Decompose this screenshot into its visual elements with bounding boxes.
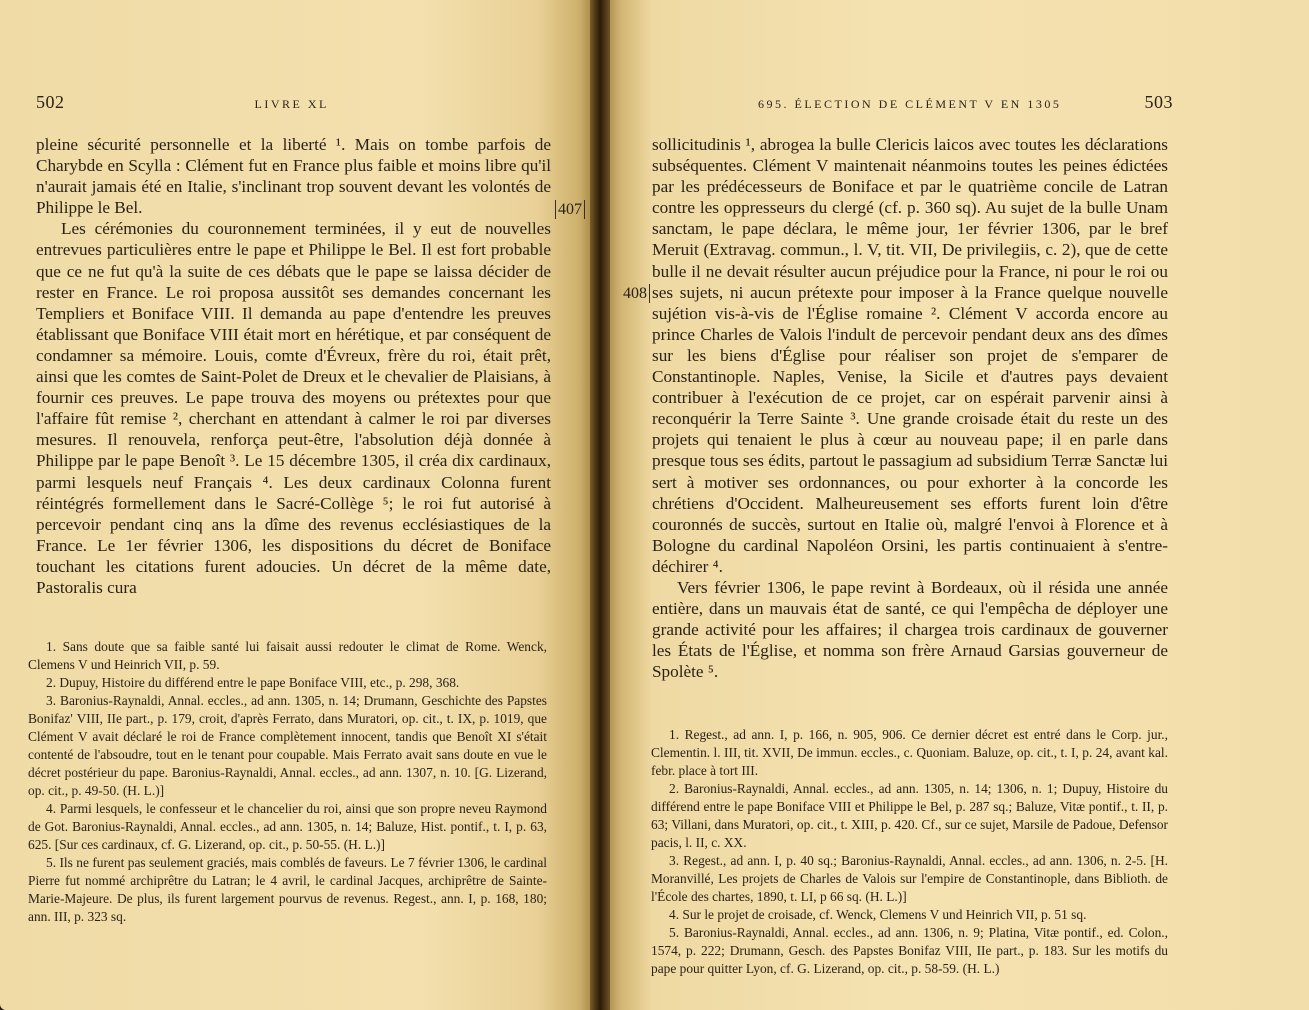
paragraph: Les cérémonies du couronnement terminées, il y eut de nouvelles entrevues particulières entre le pape et Philippe le Bel. Il est fort probable que ce ne fut qu'à la suite de ces débats que le pape se laissa décider de rester en France. Le roi proposa aussitôt ses demandes concernant les Templiers et Boniface VIII. Il demanda au pape d'entendre les preuves établissant que Boniface VIII était mort en hérétique, et par conséquent de condamner sa mémoire. Louis, comte d'Évreux, frère du roi, était prêt, ainsi que les comtes de Saint-Polet de Dreux et le chevalier de Plaisians, à fournir ces preuves. Le pape trouva des moyens ou prétextes pour que l'affaire fût remise ², cherchant en attendant à calmer le roi par diverses mesures. Il renouvela, renforça peut-être, l'absolution déjà donnée à Philippe par le pape Benoît ³. Le 15 décembre 1305, il créa dix cardinaux, parmi lesquels neuf Français ⁴. Les deux cardinaux Colonna furent réintégrés formellement dans le Sacré-Collège ⁵; le roi fut autorisé à percevoir pendant cinq ans la dîme des revenus ecclésiastiques de la France. Le 1er février 1306, les dispositions du décret de Boniface touchant les citations furent adoucies. Un décret de la même date, Pastoralis cura xyxy=(36,219,551,597)
footnote: 2. Baronius-Raynaldi, Annal. eccles., ad ann. 1305, n. 14; 1306, n. 1; Dupuy, Histoire du différend entre le pape Boniface VIII et Philippe le Bel, p. 287 sq.; Baluze, Vitæ pontif., t. II, p. 63; Villani, dans Muratori, op. cit., t. XIII, p. 420. Cf., sur ce sujet, Marsile de Padoue, Defensor pacis, l. II, c. XX. xyxy=(651,781,1168,850)
footnote: 1. Regest., ad ann. I, p. 166, n. 905, 906. Ce dernier décret est entré dans le Corp. jur., Clementin. l. III, tit. XVII, De immun. eccles., c. Quoniam. Baluze, op. cit., t. I, p. 24, avant kal. febr. place à tort III. xyxy=(651,727,1168,778)
page-number: 503 xyxy=(1144,92,1173,112)
footnote: 5. Ils ne furent pas seulement graciés, mais comblés de faveurs. Le 7 février 1306, le cardinal Pierre fut nommé archiprêtre du Latran; le 4 avril, le cardinal Jacques, archiprêtre de Sainte-Marie-Majeure. De plus, ils furent largement pourvus de revenus. Regest., ann. I, p. 168, 180; ann. III, p. 323 sq. xyxy=(28,855,547,924)
right-page xyxy=(603,0,1309,1010)
body-text xyxy=(36,134,551,598)
paragraph: pleine sécurité personnelle et la liberté ¹. Mais on tombe parfois de Charybde en Scylla : Clément fut en France plus faible et moins libre qu'il n'aurait jamais été en Italie, s'inclinant trop souvent devant les volontés de Philippe le Bel. xyxy=(36,135,551,218)
footnotes xyxy=(651,726,1168,978)
paragraph: sollicitudinis ¹, abrogea la bulle Clericis laicos avec toutes les déclarations subséquentes. Clément V maintenait néanmoins toutes les peines édictées par les prédécesseurs de Boniface et par le quatrième concile de Latran contre les oppresseurs du clergé (cf. p. 360 sq). Au sujet de la bulle Unam sanctam, le pape déclara, le même jour, 1er février 1306, par le bref Meruit (Extravag. commun., l. V, tit. VII, De privilegiis, c. 2), que de cette bulle il ne devait résulter aucun préjudice pour la France, ni pour le roi ou ses sujets, ni aucun prétexte pour imposer à la France quelque nouvelle sujétion vis-à-vis de l'Église romaine ². Clément V accorda encore au prince Charles de Valois l'indult de percevoir pendant deux ans des dîmes sur les biens d'Église pour réaliser son projet de s'emparer de Constantinople. Naples, Venise, la Sicile et d'autres pays devaient contribuer à l'exécution de ce projet, car on espérait parvenir ainsi à reconquérir la Terre Sainte ³. Une grande croisade était du reste un des projets qui tenaient le plus à cœur au nouveau pape; il en parle dans presque tous ses édits, partout le passagium ad subsidium Terræ Sanctæ lui sert à motiver ses ordonnances, ou pour exhorter à la concorde les chrétiens d'Occident. Malheureusement ses efforts furent loin d'être couronnés de succès, surtout en Italie où, malgré l'envoi à Florence et à Bologne du cardinal Napoléon Orsini, les partis continuaient à s'entre-déchirer ⁴. xyxy=(652,135,1168,576)
footnote: 1. Sans doute que sa faible santé lui faisait aussi redouter le climat de Rome. Wenck, Clemens V und Heinrich VII, p. 59. xyxy=(28,639,547,672)
running-head: 695. ÉLECTION DE CLÉMENT V EN 1305 xyxy=(758,97,1062,111)
running-head: LIVRE XL xyxy=(254,97,329,111)
right-header xyxy=(758,92,1173,113)
footnote: 5. Baronius-Raynaldi, Annal. eccles., ad ann. 1306, n. 9; Platina, Vitæ pontif., ed. Colon., 1574, p. 222; Drumann, Gesch. des Papstes Bonifaz VIII, IIe part., p. 183. Sur les motifs du pape pour quitter Lyon, cf. G. Lizerand, op. cit., p. 58-59. (H. L.) xyxy=(651,925,1168,976)
footnotes xyxy=(28,638,547,926)
book-gutter xyxy=(590,0,610,1010)
margin-page-ref: 407 xyxy=(555,200,585,219)
footnote: 4. Sur le projet de croisade, cf. Wenck, Clemens V und Heinrich VII, p. 51 sq. xyxy=(669,907,1087,922)
margin-page-ref: 408 xyxy=(621,284,650,303)
page-number: 502 xyxy=(36,92,65,112)
footnote: 3. Baronius-Raynaldi, Annal. eccles., ad ann. 1305, n. 14; Drumann, Geschichte des Papstes Bonifaz' VIII, IIe part., p. 179, croit, d'après Ferrato, dans Muratori, op. cit., t. IX, p. 1019, que Clément V avait déclaré le roi de France complètement innocent, tandis que Benoît XI s'était contenté de l'absoudre, tout en le tenant pour coupable. Mais Ferrato avait sans doute en vue le décret postérieur du pape. Baronius-Raynaldi, Annal. eccles., ad ann. 1307, n. 10. [G. Lizerand, op. cit., p. 49-50. (H. L.)] xyxy=(28,693,547,798)
paragraph: Vers février 1306, le pape revint à Bordeaux, où il résida une année entière, dans un mauvais état de santé, ce qui l'empêcha de déployer une grande activité pour les affaires; il chargea trois cardinaux de gouverner les États de l'Église, et nomma son frère Arnaud Garsias gouverneur de Spolète ⁵. xyxy=(652,577,1168,682)
left-page xyxy=(0,0,597,1010)
body-text xyxy=(652,134,1168,682)
footnote: 3. Regest., ad ann. I, p. 40 sq.; Baronius-Raynaldi, Annal. eccles., ad ann. 1306, n. 2-5. [H. Moranvillé, Les projets de Charles de Valois sur l'empire de Constantinople, dans Biblioth. de l'École des chartes, 1890, t. LI, p 66 sq. (H. L.)] xyxy=(651,853,1168,904)
footnote: 4. Parmi lesquels, le confesseur et le chancelier du roi, ainsi que son propre neveu Raymond de Got. Baronius-Raynaldi, Annal. eccles., ad ann. 1305, n. 14; Baluze, Hist. pontif., t. I, p. 63, 625. [Sur ces cardinaux, cf. G. Lizerand, op. cit., p. 50-55. (H. L.)] xyxy=(28,801,547,852)
footnote: 2. Dupuy, Histoire du différend entre le pape Boniface VIII, etc., p. 298, 368. xyxy=(46,675,460,690)
left-header xyxy=(36,92,551,113)
